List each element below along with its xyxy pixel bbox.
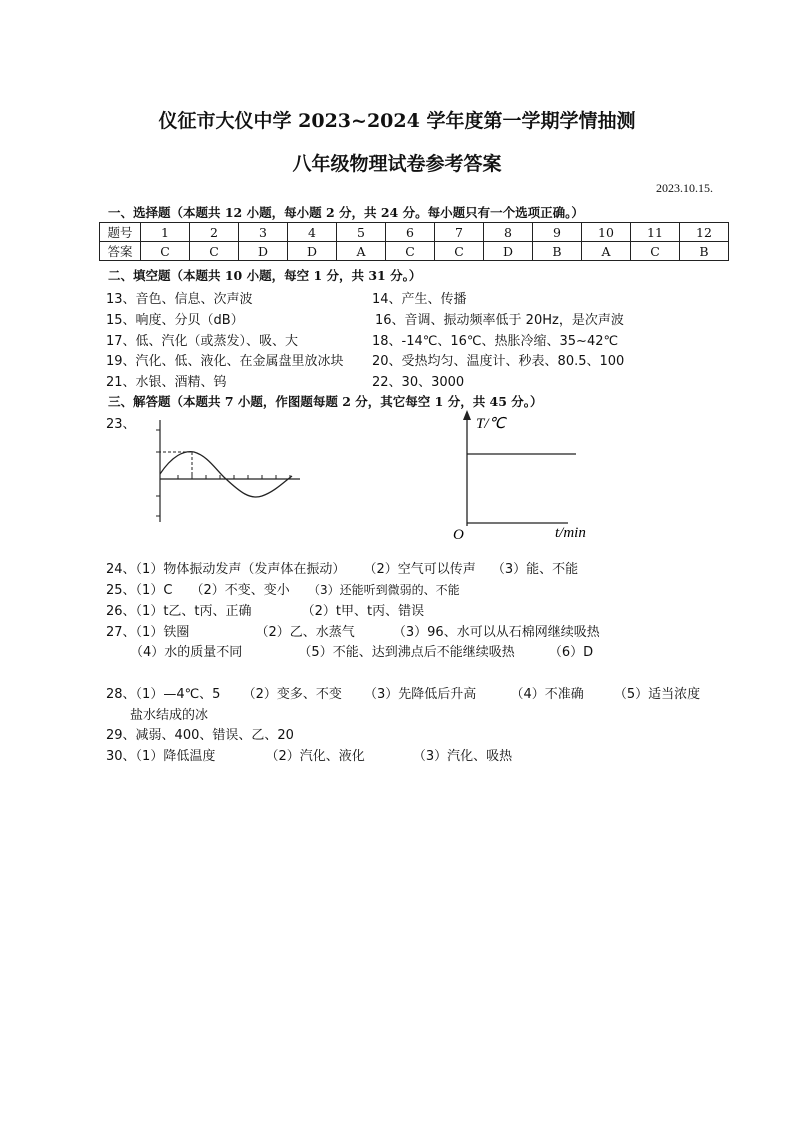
table-cell: 3 <box>239 223 288 242</box>
table-cell: C <box>631 242 680 261</box>
q23-label: 23、 <box>106 417 136 432</box>
answer-27b <box>130 641 593 660</box>
graph-x-label: t/min <box>555 525 586 541</box>
q25-part2: （2）不变、变小 <box>190 583 290 598</box>
answer-22: 22、30、3000 <box>372 375 465 390</box>
table-cell: 9 <box>533 223 582 242</box>
q25-part1: 25、（1）C <box>106 583 173 598</box>
answer-13: 13、音色、信息、次声波 <box>106 292 253 307</box>
q28-part1: 28、（1）—4℃、5 <box>106 687 221 702</box>
date-text: 2023.10.15. <box>656 181 713 195</box>
answer-26 <box>106 600 424 619</box>
table-cell: 7 <box>435 223 484 242</box>
q27-part4: （4）水的质量不同 <box>130 645 243 660</box>
row-label-numbers: 题号 <box>100 223 141 242</box>
page-subtitle: 八年级物理试卷参考答案 <box>292 153 502 175</box>
table-cell: 2 <box>190 223 239 242</box>
table-cell: 6 <box>386 223 435 242</box>
table-row-answers <box>100 242 729 261</box>
answer-16: 16、音调、振动频率低于 20Hz，是次声波 <box>375 313 624 328</box>
temperature-graph <box>450 408 610 543</box>
q27-part5: （5）不能、达到沸点后不能继续吸热 <box>298 645 515 660</box>
answer-28a <box>106 683 700 702</box>
table-cell: A <box>337 242 386 261</box>
q24-part3: （3）能、不能 <box>491 562 579 577</box>
table-cell: 5 <box>337 223 386 242</box>
q28-part4: （4）不准确 <box>510 687 584 702</box>
answer-21: 21、水银、酒精、钨 <box>106 375 227 390</box>
answer-17: 17、低、汽化（或蒸发）、吸、大 <box>106 334 299 349</box>
graph-origin-label: O <box>453 527 464 543</box>
q28-part2: （2）变多、不变 <box>242 687 342 702</box>
q30-part2: （2）汽化、液化 <box>265 749 365 764</box>
answer-18: 18、-14℃、16℃、热胀冷缩、35~42℃ <box>372 334 619 349</box>
table-cell: C <box>141 242 190 261</box>
table-cell: 8 <box>484 223 533 242</box>
row-label-answers: 答案 <box>100 242 141 261</box>
table-cell: 1 <box>141 223 190 242</box>
q30-part3: （3）汽化、吸热 <box>412 749 513 764</box>
table-cell: B <box>533 242 582 261</box>
section1-heading: 一、选择题（本题共 12 小题，每小题 2 分，共 24 分。每小题只有一个选项正确。） <box>108 205 584 220</box>
section2-heading: 二、填空题（本题共 10 小题，每空 1 分，共 31 分。） <box>108 268 422 283</box>
q30-part1: 30、（1）降低温度 <box>106 749 216 764</box>
q27-part2: （2）乙、水蒸气 <box>255 625 355 640</box>
q24-part2: （2）空气可以传声 <box>363 562 476 577</box>
answer-14: 14、产生、传播 <box>372 292 467 307</box>
q28-part5: （5）适当浓度 <box>613 687 701 702</box>
wave-diagram <box>150 416 310 526</box>
q24-part1: 24、（1）物体振动发声（发声体在振动） <box>106 562 346 577</box>
q25-part3: （3）还能听到微弱的、不能 <box>307 583 460 597</box>
wave-axis-ticks <box>156 420 290 516</box>
answer-27a <box>106 621 600 640</box>
table-cell: C <box>435 242 484 261</box>
page-title: 仪征市大仪中学 2023~2024 学年度第一学期学情抽测 <box>158 110 636 132</box>
section3-heading: 三、解答题（本题共 7 小题，作图题每题 2 分，其它每空 1 分，共 45 分。） <box>108 394 543 409</box>
wave-curve <box>160 452 292 497</box>
graph-y-label: T/℃ <box>476 416 506 432</box>
q26-part2: （2）t甲、t丙、错误 <box>301 604 425 619</box>
answer-20: 20、受热均匀、温度计、秒表、80.5、100 <box>372 354 625 369</box>
q28-part3: （3）先降低后升高 <box>364 687 477 702</box>
table-cell: 10 <box>582 223 631 242</box>
table-cell: B <box>680 242 729 261</box>
answer-29: 29、减弱、400、错误、乙、20 <box>106 728 294 743</box>
table-cell: D <box>239 242 288 261</box>
table-cell: 4 <box>288 223 337 242</box>
table-cell: A <box>582 242 631 261</box>
answer-table <box>99 222 729 261</box>
table-cell: C <box>190 242 239 261</box>
q27-part3: （3）96、水可以从石棉网继续吸热 <box>392 625 600 640</box>
table-cell: C <box>386 242 435 261</box>
answer-28b: 盐水结成的冰 <box>130 708 209 723</box>
answer-19: 19、汽化、低、液化、在金属盘里放冰块 <box>106 354 344 369</box>
table-cell: 11 <box>631 223 680 242</box>
table-row-numbers <box>100 223 729 242</box>
answer-30 <box>106 745 512 764</box>
table-cell: 12 <box>680 223 729 242</box>
q27-part6: （6）D <box>548 645 594 660</box>
graph-y-arrow <box>463 410 471 420</box>
q26-part1: 26、（1）t乙、t丙、正确 <box>106 604 252 619</box>
answer-25 <box>106 579 460 598</box>
q27-part1: 27、（1）铁圈 <box>106 625 190 640</box>
answer-24 <box>106 558 578 577</box>
answer-15: 15、响度、分贝（dB） <box>106 313 244 328</box>
table-cell: D <box>484 242 533 261</box>
table-cell: D <box>288 242 337 261</box>
